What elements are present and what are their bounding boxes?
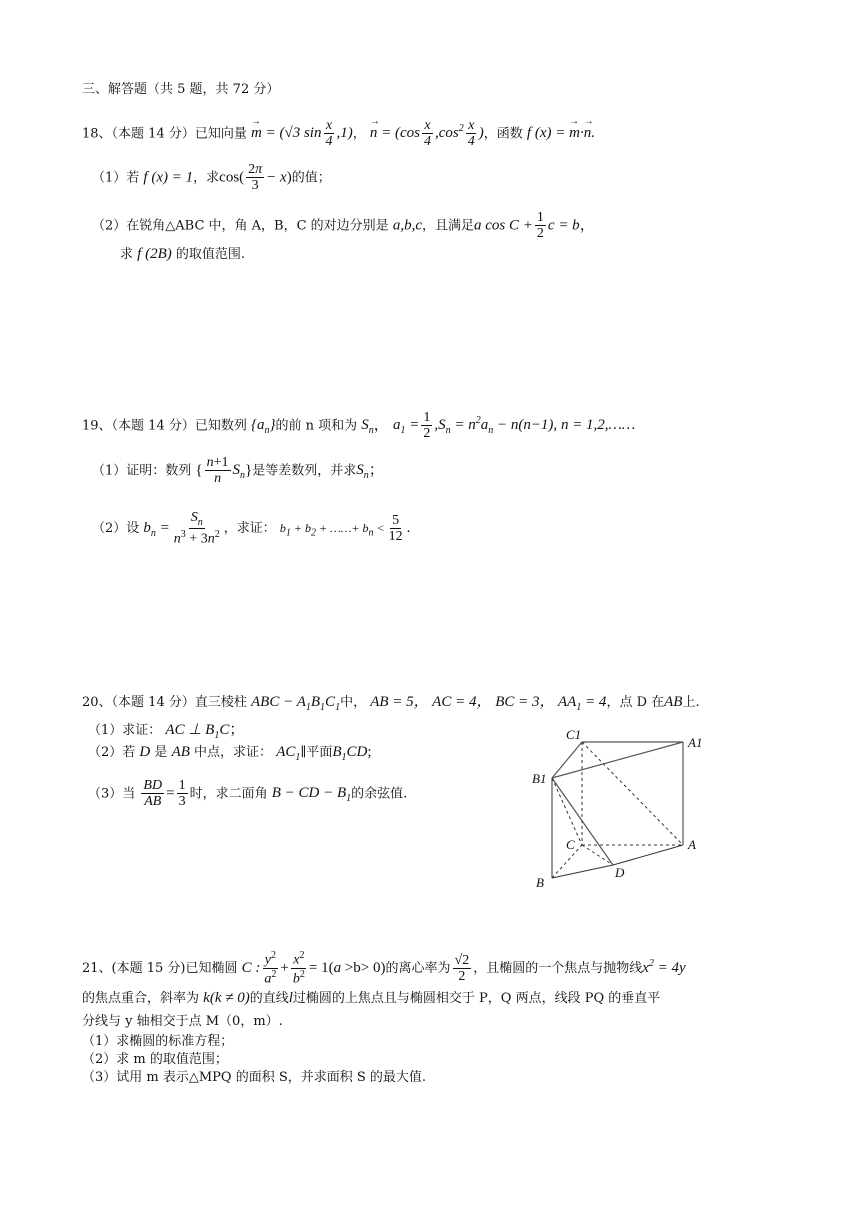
q18-part2-cond: a cos C + — [474, 217, 533, 234]
q20-part3-suffix: 的余弦值. — [351, 786, 408, 802]
prism-diagram — [530, 725, 730, 895]
q18-sep: ， — [352, 126, 366, 142]
q20-part2-prefix: （2）若 — [88, 745, 136, 760]
q18-vector-n: → n = (cos $\frac{x}{4}$ $,\cos^2$ $\frac{x}{4}$ ) — [370, 125, 484, 141]
q20-part3-mid: 时，求二面角 — [189, 786, 268, 802]
q18-part2-line2 — [120, 244, 245, 265]
q19-part2: （2）设 $b_n$ = $\frac{S_n}{n^3 + 3n^2}$ ，求证： $b_1 + b_2$ + ……+ $b_n$ < $\frac{5}{12}$ . — [92, 510, 411, 547]
q21-stem-prefix: 21、(本题 15 分)已知椭圆 — [82, 961, 238, 977]
label-b: B — [536, 875, 544, 890]
q20-ratio: $\frac{BD}{AB}$ — [143, 778, 163, 810]
q19-part2-prefix: （2）设 — [92, 520, 140, 536]
q18-f2b: f (2B) — [137, 246, 172, 262]
q19-bn: $b_n$ = — [143, 519, 170, 539]
q20-part1: （1）求证： AC ⊥ $B_1C$； — [88, 722, 245, 741]
q19-stem-mid: 的前 n 项和为 — [275, 418, 358, 434]
q20-part2: （2）若 D 是 AB 中点，求证： $AC_1\parallel$平面$B_1CD$; — [88, 744, 372, 763]
q18-part1: （1）若 f (x) = 1，求cos( $\frac{2\pi}{3}$ − x)的值； — [92, 162, 331, 194]
q18-part1-expr: cos( — [219, 169, 245, 186]
q21-stem-mid2: ，且椭圆的一个焦点与抛物线 — [473, 961, 643, 977]
q18-part2: （2）在锐角△ABC 中，角 A，B，C 的对边分别是 a,b,c，且满足a cos C + $\frac{1}{2}$ c = b， — [92, 210, 595, 242]
label-c1: C1 — [566, 727, 582, 742]
q18-stem — [82, 118, 595, 150]
q18-part2-mid: ，且满足 — [422, 218, 475, 234]
q18-part1-prefix: （1）若 — [92, 170, 140, 186]
q19-seq: $\{a_n\}$ — [251, 417, 276, 437]
q19-stem: 19、（本题 14 分）已知数列 $\{a_n\}$的前 n 项和为 $S_n$， $a_1$ = $\frac{1}{2}$ $,S_n = n^2a_n - n(n-1)$, n = 1,2,…… — [82, 410, 636, 442]
q21-line2-prefix: 的焦点重合，斜率为 — [82, 991, 200, 1006]
q19-part1-prefix: （1）证明：数列 — [92, 463, 192, 479]
q19-sn: $S_n$ — [361, 417, 374, 437]
q20-stem-mid: 中， — [340, 695, 367, 710]
label-a: A — [688, 837, 696, 852]
q18-func-def: f (x) = → m·→ n. — [527, 125, 595, 141]
q21-parabola: $x^2 = 4y$ — [642, 958, 686, 977]
q19-part1-seq: { — [195, 462, 203, 479]
q21-eccentricity: $\frac{√2}{2}$ — [454, 952, 470, 985]
q18-part2-prefix: （2）在锐角△ABC 中，角 A，B，C 的对边分别是 — [92, 218, 389, 234]
q20-part3: （3）当 $\frac{BD}{AB}$ = $\frac{1}{3}$ 时，求二面角 B − CD − $B_1$的余弦值. — [88, 778, 408, 810]
q20-stem-prefix: 20、（本题 14 分）直三棱柱 — [82, 695, 247, 710]
q20-part2-mid: 是 — [154, 745, 168, 760]
q18-part1-mid: ，求 — [193, 170, 220, 186]
q21-stem: 21、(本题 15 分)已知椭圆 C : $\frac{y^2}{a^2}$ + $\frac{x^2}{b^2}$ = 1(a >b> 0)的离心率为 $\frac{√2}{2}$ ，且椭圆的一个焦点与抛物线$x^2 = 4y$ — [82, 950, 686, 987]
q20-part1-label: （1）求证： — [88, 723, 162, 738]
q20-stem-end: 上. — [682, 695, 700, 710]
q19-recurrence: $,S_n = n^2a_n - n(n-1)$, n = 1,2,…… — [434, 415, 636, 437]
q18-frac-2pi3: $\frac{2\pi}{3}$ — [248, 162, 263, 194]
q18-func-label: ，函数 — [483, 126, 523, 142]
q21-line2-suffix: 过椭圆的上焦点且与椭圆相交于 P，Q 两点，线段 PQ 的垂直平 — [292, 991, 661, 1006]
q19-part2-mid: ，求证： — [223, 520, 276, 536]
q21-stem-mid1: 的离心率为 — [385, 961, 451, 977]
q18-part1-suffix: 的值； — [291, 170, 331, 186]
q21-part2: （2）求 m 的取值范围； — [82, 1052, 228, 1067]
q21-part3: （3）试用 m 表示△MPQ 的面积 S，并求面积 S 的最大值. — [82, 1070, 427, 1085]
q20-stem-suffix: ，点 D 在 — [606, 695, 665, 710]
q20-dihedral: B − CD − $B_1$ — [271, 785, 352, 805]
q19-a1: $a_1$ = — [392, 417, 420, 437]
label-c: C — [566, 837, 575, 852]
q21-part1: （1）求椭圆的标准方程； — [82, 1034, 234, 1049]
q20-perp: AC ⊥ $B_1C$ — [165, 722, 230, 741]
q20-part3-prefix: （3）当 — [88, 786, 136, 802]
q21-line3: 分线与 y 轴相交于点 M（0，m）. — [82, 1014, 283, 1029]
q18-vector-m: → m = (√3 sin $\frac{x}{4}$ ,1) — [251, 125, 353, 141]
q21-line2: 的焦点重合，斜率为 k(k ≠ 0)的直线l过椭圆的上焦点且与椭圆相交于 P，Q 两点，线段 PQ 的垂直平 — [82, 990, 661, 1006]
label-b1: B1 — [532, 771, 547, 786]
q20-part2-mid2: 中点，求证： — [194, 745, 273, 760]
q21-ellipse: C : — [241, 960, 261, 977]
q18-part2-line2-prefix: 求 — [120, 247, 134, 262]
q19-ineq: $b_1 + b_2$ + ……+ $b_n$ < — [279, 520, 385, 539]
section-header: 三、解答题（共 5 题，共 72 分） — [82, 82, 280, 97]
q18-sides: a,b,c — [392, 217, 422, 234]
q20-lengths: AB = 5， AC = 4， BC = 3， $AA_1 = 4$ — [370, 694, 607, 713]
q20-part2-end: ∥平面 — [300, 745, 333, 760]
q19-stem-prefix: 19、（本题 14 分）已知数列 — [82, 418, 247, 434]
q19-part1: （1）证明：数列 { $\frac{n+1}{n}$ $S_n$}是等差数列，并求$S_n$； — [92, 455, 384, 487]
q21-line2-mid: 的直线 — [249, 991, 289, 1006]
q18-part1-cond: f (x) = 1 — [143, 169, 194, 186]
q18-part2-line2-suffix: 的取值范围. — [175, 247, 246, 262]
q21-slope: k(k ≠ 0) — [203, 990, 250, 1006]
q18-stem-prefix: 18、（本题 14 分）已知向量 — [82, 126, 247, 142]
prism-figure — [530, 725, 730, 895]
q20-prism: ABC − $A_1B_1C_1$ — [251, 694, 341, 713]
q19-part1-suffix: 是等差数列，并求 — [252, 463, 357, 479]
label-d: D — [615, 865, 625, 880]
q20-stem: 20、（本题 14 分）直三棱柱 ABC − $A_1B_1C_1$中， AB = 5， AC = 4， BC = 3， $AA_1 = 4$，点 D 在AB上. — [82, 694, 700, 713]
label-a1: A1 — [688, 735, 703, 750]
